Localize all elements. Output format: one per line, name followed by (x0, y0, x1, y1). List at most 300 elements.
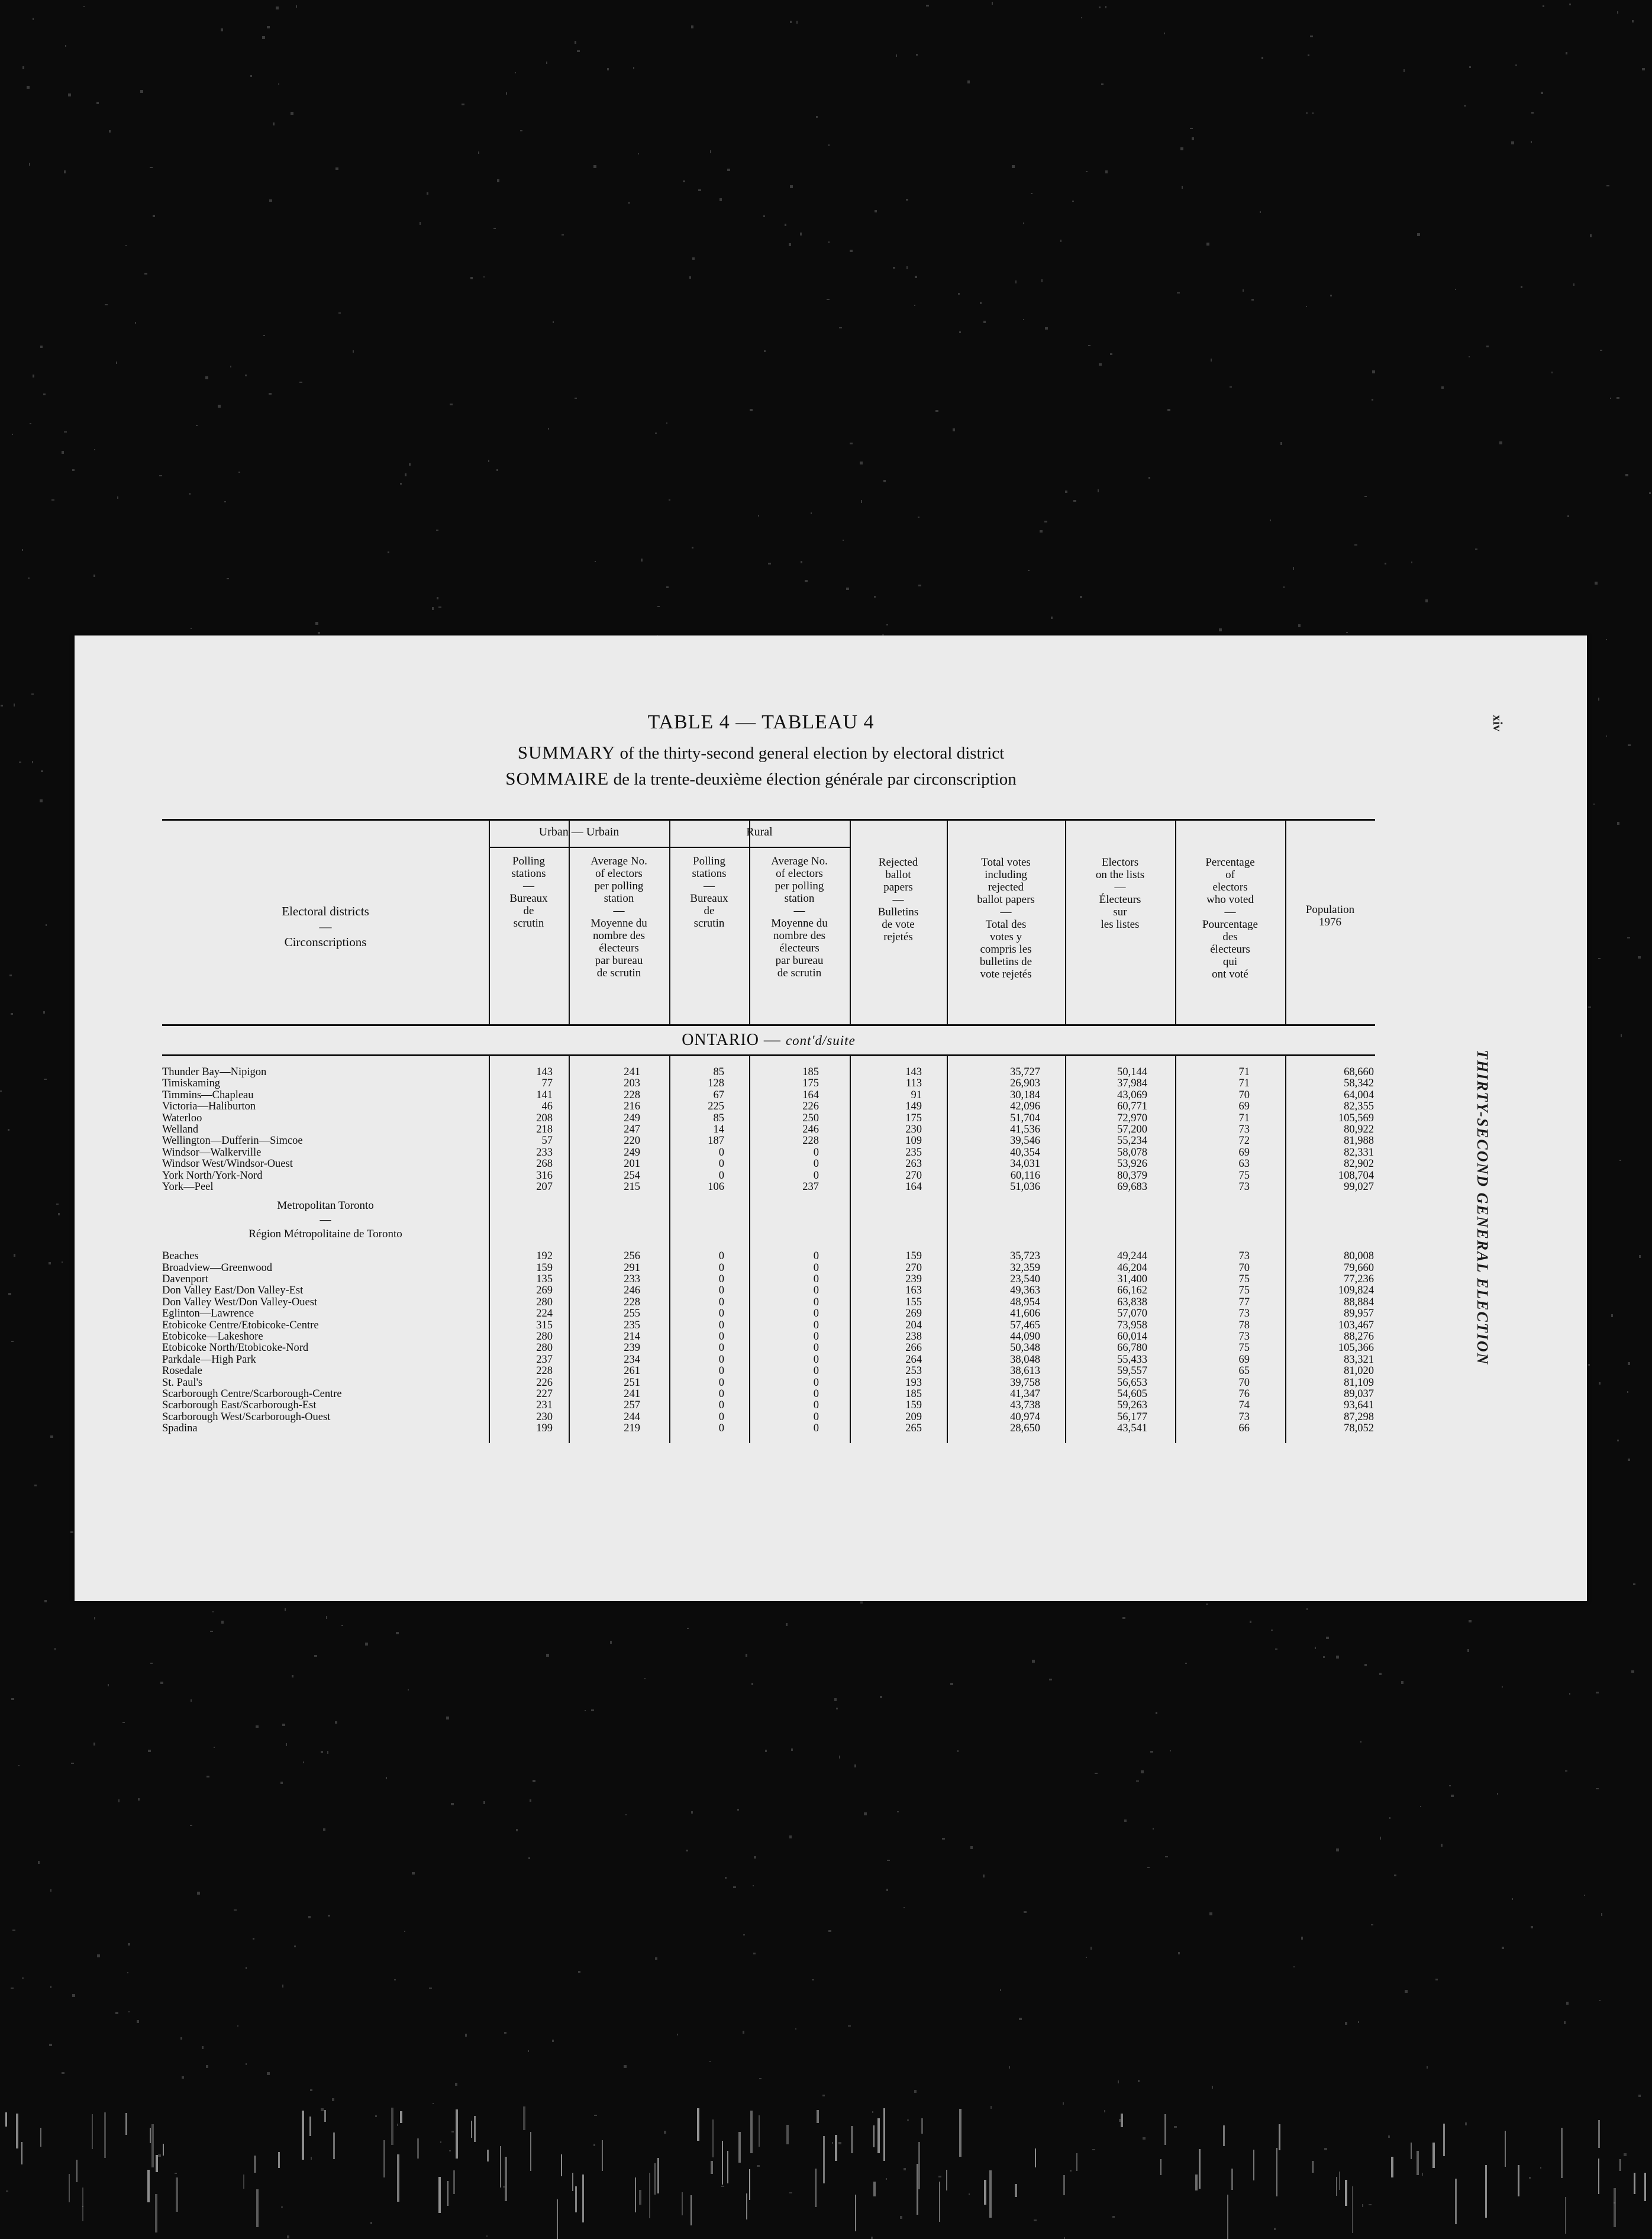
cell-total: 49,363 (1010, 1285, 1040, 1297)
header-line: électeurs (599, 942, 639, 954)
table-row (162, 1124, 1375, 1135)
cell-total: 39,758 (1010, 1376, 1040, 1389)
cell-rural-average: 185 (802, 1066, 819, 1078)
district-name: Beaches (162, 1250, 199, 1263)
cell-rural-average: 0 (813, 1422, 819, 1435)
page-number: xiv (1490, 715, 1505, 732)
cell-rural-average: 246 (802, 1123, 819, 1135)
cell-rural-average: 0 (813, 1388, 819, 1400)
district-name: Don Valley East/Don Valley-Est (162, 1285, 304, 1297)
cell-polling: 230 (536, 1411, 553, 1423)
header-line: Average No. (771, 855, 828, 867)
cell-total: 41,347 (1010, 1388, 1040, 1400)
cell-rural-average: 0 (813, 1342, 819, 1354)
header-line: par bureau (595, 954, 643, 967)
cell-percentage: 73 (1238, 1123, 1250, 1135)
header-line: of electors (595, 867, 643, 880)
cell-percentage: 75 (1238, 1169, 1250, 1182)
cell-average: 241 (624, 1388, 640, 1400)
header-line: Bulletins (877, 906, 919, 918)
cell-electors: 43,541 (1117, 1422, 1147, 1435)
cell-polling: 159 (536, 1262, 553, 1274)
cell-electors: 50,144 (1117, 1066, 1147, 1078)
cell-population: 78,052 (1344, 1422, 1374, 1435)
cell-population: 88,884 (1344, 1296, 1374, 1308)
header-line: Electoral districts (282, 904, 369, 918)
header-line: rejetés (883, 931, 913, 943)
cell-rural-polling: 0 (718, 1146, 724, 1159)
district-name: Davenport (162, 1273, 209, 1286)
header-line: Moyenne du (591, 917, 647, 930)
header-line: électeurs (1210, 943, 1250, 956)
cell-average: 261 (624, 1365, 640, 1377)
header-districts (162, 904, 489, 950)
cell-rejected: 263 (905, 1158, 922, 1170)
cell-population: 87,298 (1344, 1411, 1374, 1423)
cell-total: 44,090 (1010, 1331, 1040, 1343)
cell-percentage: 70 (1238, 1262, 1250, 1274)
district-name: Windsor—Walkerville (162, 1146, 262, 1159)
cell-rural-polling: 0 (718, 1273, 724, 1286)
cell-electors: 73,958 (1117, 1319, 1147, 1331)
cell-total: 41,536 (1010, 1123, 1040, 1135)
cell-rural-average: 0 (813, 1158, 819, 1170)
cell-average: 257 (624, 1399, 640, 1412)
header-line: ballot (885, 869, 911, 881)
cell-rejected: 209 (905, 1411, 922, 1423)
cell-electors: 58,078 (1117, 1146, 1147, 1159)
body-column-rule (669, 1056, 670, 1443)
cell-percentage: 70 (1238, 1089, 1250, 1101)
cell-percentage: 73 (1238, 1331, 1250, 1343)
cell-total: 48,954 (1010, 1296, 1040, 1308)
cell-rural-average: 0 (813, 1296, 819, 1308)
header-line: votes y (989, 931, 1022, 943)
district-name: Timiskaming (162, 1077, 221, 1090)
cell-average: 235 (624, 1319, 640, 1331)
cell-percentage: 70 (1238, 1376, 1250, 1389)
cell-average: 255 (624, 1308, 640, 1320)
cell-electors: 56,177 (1117, 1411, 1147, 1423)
header-line: — (892, 893, 904, 906)
cell-average: 228 (624, 1296, 640, 1308)
cell-electors: 49,244 (1117, 1250, 1147, 1263)
cell-rejected: 235 (905, 1146, 922, 1159)
district-name: Windsor West/Windsor-Ouest (162, 1158, 293, 1170)
cell-percentage: 69 (1238, 1353, 1250, 1366)
table-row (162, 1400, 1375, 1411)
cell-electors: 63,838 (1117, 1296, 1147, 1308)
header-line: — (1000, 906, 1012, 918)
header-line: — (1114, 881, 1126, 893)
table-row (162, 1366, 1375, 1377)
district-name: Timmins—Chapleau (162, 1089, 254, 1101)
cell-electors: 31,400 (1117, 1273, 1147, 1286)
cell-rural-polling: 187 (708, 1135, 724, 1147)
header-line: Bureaux (690, 892, 728, 905)
cell-electors: 53,926 (1117, 1158, 1147, 1170)
cell-average: 233 (624, 1273, 640, 1286)
body-column-rule (1175, 1056, 1176, 1443)
header-line: Population (1305, 904, 1355, 916)
header-line: — (319, 920, 332, 934)
header-line: Électeurs (1099, 893, 1141, 906)
cell-rural-polling: 128 (708, 1077, 724, 1090)
header-line: — (704, 880, 715, 892)
table-row (162, 1331, 1375, 1343)
header-line: par bureau (775, 954, 824, 967)
cell-percentage: 66 (1238, 1422, 1250, 1435)
header-line: des (1222, 931, 1238, 943)
cell-rural-average: 0 (813, 1285, 819, 1297)
district-name: Etobicoke—Lakeshore (162, 1331, 263, 1343)
side-running-title: THIRTY-SECOND GENERAL ELECTION (1474, 1050, 1491, 1366)
cell-percentage: 76 (1238, 1388, 1250, 1400)
cell-rural-polling: 0 (718, 1422, 724, 1435)
cell-average: 216 (624, 1101, 640, 1113)
cell-total: 28,650 (1010, 1422, 1040, 1435)
header-line: Average No. (591, 855, 647, 867)
cell-rural-polling: 85 (713, 1112, 724, 1124)
header-line: station (784, 892, 815, 905)
cell-average: 251 (624, 1376, 640, 1389)
cell-rural-polling: 0 (718, 1353, 724, 1366)
cell-electors: 43,069 (1117, 1089, 1147, 1101)
header-line: — (523, 880, 534, 892)
section-heading: ONTARIO — cont'd/suite (162, 1026, 1375, 1056)
cell-polling: 268 (536, 1158, 553, 1170)
header-line: Moyenne du (771, 917, 828, 930)
district-name: Broadview—Greenwood (162, 1262, 272, 1274)
cell-percentage: 75 (1238, 1342, 1250, 1354)
cell-polling: 207 (536, 1180, 553, 1193)
cell-electors: 69,683 (1117, 1180, 1147, 1193)
district-name: Thunder Bay—Nipigon (162, 1066, 267, 1078)
cell-total: 40,354 (1010, 1146, 1040, 1159)
cell-electors: 37,984 (1117, 1077, 1147, 1090)
table-header (162, 819, 1375, 1026)
header-line: nombre des (592, 930, 646, 942)
body-column-rule (489, 1056, 490, 1443)
cell-rejected: 143 (905, 1066, 922, 1078)
cell-rural-average: 164 (802, 1089, 819, 1101)
district-name: Eglinton—Lawrence (162, 1308, 254, 1320)
table-row (162, 1343, 1375, 1354)
cell-polling: 199 (536, 1422, 553, 1435)
cell-rural-polling: 225 (708, 1101, 724, 1113)
cell-population: 89,957 (1344, 1308, 1374, 1320)
header-line: papers (883, 881, 913, 893)
header-line: 1976 (1319, 916, 1341, 928)
cell-rejected: 230 (905, 1123, 922, 1135)
cell-polling: 315 (536, 1319, 553, 1331)
group-rural: Rural (669, 821, 850, 848)
header-line: Electors (1101, 856, 1139, 869)
cell-average: 244 (624, 1411, 640, 1423)
body-column-rule (850, 1056, 851, 1443)
cell-rural-polling: 0 (718, 1308, 724, 1320)
cell-polling: 77 (541, 1077, 553, 1090)
cell-average: 254 (624, 1169, 640, 1182)
cell-polling: 227 (536, 1388, 553, 1400)
table-row (162, 1078, 1375, 1089)
district-name: Waterloo (162, 1112, 202, 1124)
cell-percentage: 75 (1238, 1285, 1250, 1297)
cell-rural-average: 0 (813, 1331, 819, 1343)
cell-rural-polling: 0 (718, 1262, 724, 1274)
summary-table (162, 819, 1375, 1443)
cell-rejected: 253 (905, 1365, 922, 1377)
header-rural-polling (669, 855, 749, 930)
cell-average: 234 (624, 1353, 640, 1366)
body-column-rule (749, 1056, 750, 1443)
cell-rural-polling: 0 (718, 1331, 724, 1343)
cell-total: 50,348 (1010, 1342, 1040, 1354)
cell-rejected: 91 (911, 1089, 922, 1101)
cell-rural-average: 228 (802, 1135, 819, 1147)
cell-polling: 316 (536, 1169, 553, 1182)
cell-rural-polling: 14 (713, 1123, 724, 1135)
cell-population: 93,641 (1344, 1399, 1374, 1412)
table-row (162, 1101, 1375, 1112)
cell-electors: 80,379 (1117, 1169, 1147, 1182)
metro-subheading-line: Metropolitan Toronto (277, 1199, 374, 1212)
header-line: ont voté (1212, 968, 1248, 980)
cell-total: 41,606 (1010, 1308, 1040, 1320)
cell-electors: 66,780 (1117, 1342, 1147, 1354)
header-line: de (523, 905, 534, 917)
cell-average: 291 (624, 1262, 640, 1274)
cell-average: 220 (624, 1135, 640, 1147)
table-row (162, 1090, 1375, 1101)
cell-rejected: 164 (905, 1180, 922, 1193)
header-line: Bureaux (509, 892, 548, 905)
table-row (162, 1354, 1375, 1366)
cell-rural-polling: 0 (718, 1169, 724, 1182)
cell-rural-average: 0 (813, 1376, 819, 1389)
cell-population: 64,004 (1344, 1089, 1374, 1101)
cell-polling: 280 (536, 1296, 553, 1308)
cell-average: 256 (624, 1250, 640, 1263)
header-line: rejected (988, 881, 1024, 893)
cell-rural-average: 0 (813, 1169, 819, 1182)
cell-population: 79,660 (1344, 1262, 1374, 1274)
metro-subheading-line: — (320, 1214, 331, 1227)
cell-total: 42,096 (1010, 1101, 1040, 1113)
header-line: sur (1113, 906, 1127, 918)
cell-total: 34,031 (1010, 1158, 1040, 1170)
cell-electors: 57,200 (1117, 1123, 1147, 1135)
header-average (569, 855, 669, 979)
cell-average: 249 (624, 1112, 640, 1124)
cell-percentage: 71 (1238, 1112, 1250, 1124)
cell-percentage: 73 (1238, 1411, 1250, 1423)
cell-population: 81,109 (1344, 1376, 1374, 1389)
cell-polling: 280 (536, 1331, 553, 1343)
body-column-rule (1065, 1056, 1066, 1443)
cell-rejected: 238 (905, 1331, 922, 1343)
cell-rural-average: 175 (802, 1077, 819, 1090)
cell-rejected: 266 (905, 1342, 922, 1354)
cell-rural-average: 0 (813, 1250, 819, 1263)
header-line: ballot papers (977, 893, 1035, 906)
header-line: station (604, 892, 634, 905)
cell-total: 38,613 (1010, 1365, 1040, 1377)
cell-rejected: 270 (905, 1262, 922, 1274)
table-row (162, 1274, 1375, 1285)
header-line: de (704, 905, 715, 917)
cell-total: 35,727 (1010, 1066, 1040, 1078)
table-row (162, 1297, 1375, 1308)
table-row (162, 1285, 1375, 1296)
table-body (162, 1056, 1375, 1443)
district-name: Spadina (162, 1422, 198, 1435)
header-line: Percentage (1205, 856, 1255, 869)
cell-population: 88,276 (1344, 1331, 1374, 1343)
cell-electors: 46,204 (1117, 1262, 1147, 1274)
cell-rejected: 109 (905, 1135, 922, 1147)
cell-percentage: 77 (1238, 1296, 1250, 1308)
header-electors (1065, 856, 1175, 931)
table-row (162, 1423, 1375, 1434)
cell-electors: 66,162 (1117, 1285, 1147, 1297)
cell-electors: 56,653 (1117, 1376, 1147, 1389)
cell-population: 68,660 (1344, 1066, 1374, 1078)
metro-subheading-line: Région Métropolitaine de Toronto (249, 1228, 402, 1241)
cell-percentage: 74 (1238, 1399, 1250, 1412)
cell-total: 32,359 (1010, 1262, 1040, 1274)
header-line: les listes (1101, 918, 1140, 931)
cell-population: 82,355 (1344, 1101, 1374, 1113)
cell-population: 109,824 (1338, 1285, 1374, 1297)
cell-average: 247 (624, 1123, 640, 1135)
table-title-block (453, 711, 1069, 789)
header-line: electors (1212, 881, 1248, 893)
header-line: per polling (775, 880, 824, 892)
cell-rejected: 204 (905, 1319, 922, 1331)
cell-polling: 280 (536, 1342, 553, 1354)
cell-rural-average: 0 (813, 1308, 819, 1320)
cell-rural-polling: 67 (713, 1089, 724, 1101)
header-line: Total votes (981, 856, 1031, 869)
cell-polling: 226 (536, 1376, 553, 1389)
district-name: Parkdale—High Park (162, 1353, 256, 1366)
header-line: de scrutin (777, 967, 822, 979)
cell-percentage: 63 (1238, 1158, 1250, 1170)
table-row (162, 1170, 1375, 1182)
cell-population: 58,342 (1344, 1077, 1374, 1090)
cell-polling: 218 (536, 1123, 553, 1135)
cell-average: 215 (624, 1180, 640, 1193)
cell-electors: 55,234 (1117, 1135, 1147, 1147)
cell-polling: 141 (536, 1089, 553, 1101)
cell-electors: 54,605 (1117, 1388, 1147, 1400)
cell-rejected: 264 (905, 1353, 922, 1366)
table-row (162, 1320, 1375, 1331)
cell-rural-polling: 106 (708, 1180, 724, 1193)
cell-polling: 228 (536, 1365, 553, 1377)
cell-population: 81,988 (1344, 1135, 1374, 1147)
table-row (162, 1263, 1375, 1274)
cell-total: 40,974 (1010, 1411, 1040, 1423)
cell-rejected: 239 (905, 1273, 922, 1286)
body-column-rule (569, 1056, 570, 1443)
cell-percentage: 73 (1238, 1250, 1250, 1263)
cell-average: 246 (624, 1285, 640, 1297)
cell-population: 81,020 (1344, 1365, 1374, 1377)
header-line: per polling (594, 880, 644, 892)
cell-total: 35,723 (1010, 1250, 1040, 1263)
cell-rural-average: 0 (813, 1273, 819, 1286)
header-line: — (1224, 906, 1236, 918)
cell-polling: 208 (536, 1112, 553, 1124)
header-line: who voted (1206, 893, 1254, 906)
header-line: vote rejetés (980, 968, 1032, 980)
cell-polling: 135 (536, 1273, 553, 1286)
header-line: Rejected (878, 856, 918, 869)
cell-population: 80,922 (1344, 1123, 1374, 1135)
cell-population: 82,902 (1344, 1158, 1374, 1170)
cell-population: 83,321 (1344, 1353, 1374, 1366)
table-row (162, 1135, 1375, 1147)
header-line: of electors (776, 867, 823, 880)
cell-population: 108,704 (1338, 1169, 1374, 1182)
header-rural-average (749, 855, 850, 979)
cell-polling: 269 (536, 1285, 553, 1297)
table-number: TABLE 4 — TABLEAU 4 (647, 711, 875, 733)
cell-rural-polling: 0 (718, 1365, 724, 1377)
cell-population: 89,037 (1344, 1388, 1374, 1400)
cell-population: 103,467 (1338, 1319, 1374, 1331)
cell-average: 203 (624, 1077, 640, 1090)
table-row (162, 1113, 1375, 1124)
district-name: York North/York-Nord (162, 1169, 263, 1182)
cell-percentage: 73 (1238, 1180, 1250, 1193)
cell-rejected: 163 (905, 1285, 922, 1297)
cell-population: 105,569 (1338, 1112, 1374, 1124)
cell-rejected: 193 (905, 1376, 922, 1389)
cell-rejected: 269 (905, 1308, 922, 1320)
header-line: of (1225, 869, 1235, 881)
header-polling (489, 855, 569, 930)
header-population (1285, 904, 1375, 928)
cell-rejected: 113 (905, 1077, 922, 1090)
table-row (162, 1251, 1375, 1262)
header-line: on the lists (1095, 869, 1145, 881)
district-name: Scarborough West/Scarborough-Ouest (162, 1411, 331, 1423)
body-column-rule (1285, 1056, 1286, 1443)
cell-percentage: 71 (1238, 1066, 1250, 1078)
cell-rejected: 185 (905, 1388, 922, 1400)
cell-percentage: 65 (1238, 1365, 1250, 1377)
table-row (162, 1182, 1375, 1193)
cell-rural-average: 0 (813, 1399, 819, 1412)
cell-total: 39,546 (1010, 1135, 1040, 1147)
cell-total: 57,465 (1010, 1319, 1040, 1331)
cell-average: 214 (624, 1331, 640, 1343)
header-percentage (1175, 856, 1285, 980)
cell-electors: 57,070 (1117, 1308, 1147, 1320)
cell-total: 51,704 (1010, 1112, 1040, 1124)
header-total (947, 856, 1065, 980)
scanned-page (75, 635, 1587, 1601)
cell-polling: 192 (536, 1250, 553, 1263)
district-name: Etobicoke North/Etobicoke-Nord (162, 1342, 309, 1354)
cell-rejected: 155 (905, 1296, 922, 1308)
cell-rural-polling: 0 (718, 1342, 724, 1354)
header-line: nombre des (773, 930, 826, 942)
cell-rural-average: 0 (813, 1411, 819, 1423)
